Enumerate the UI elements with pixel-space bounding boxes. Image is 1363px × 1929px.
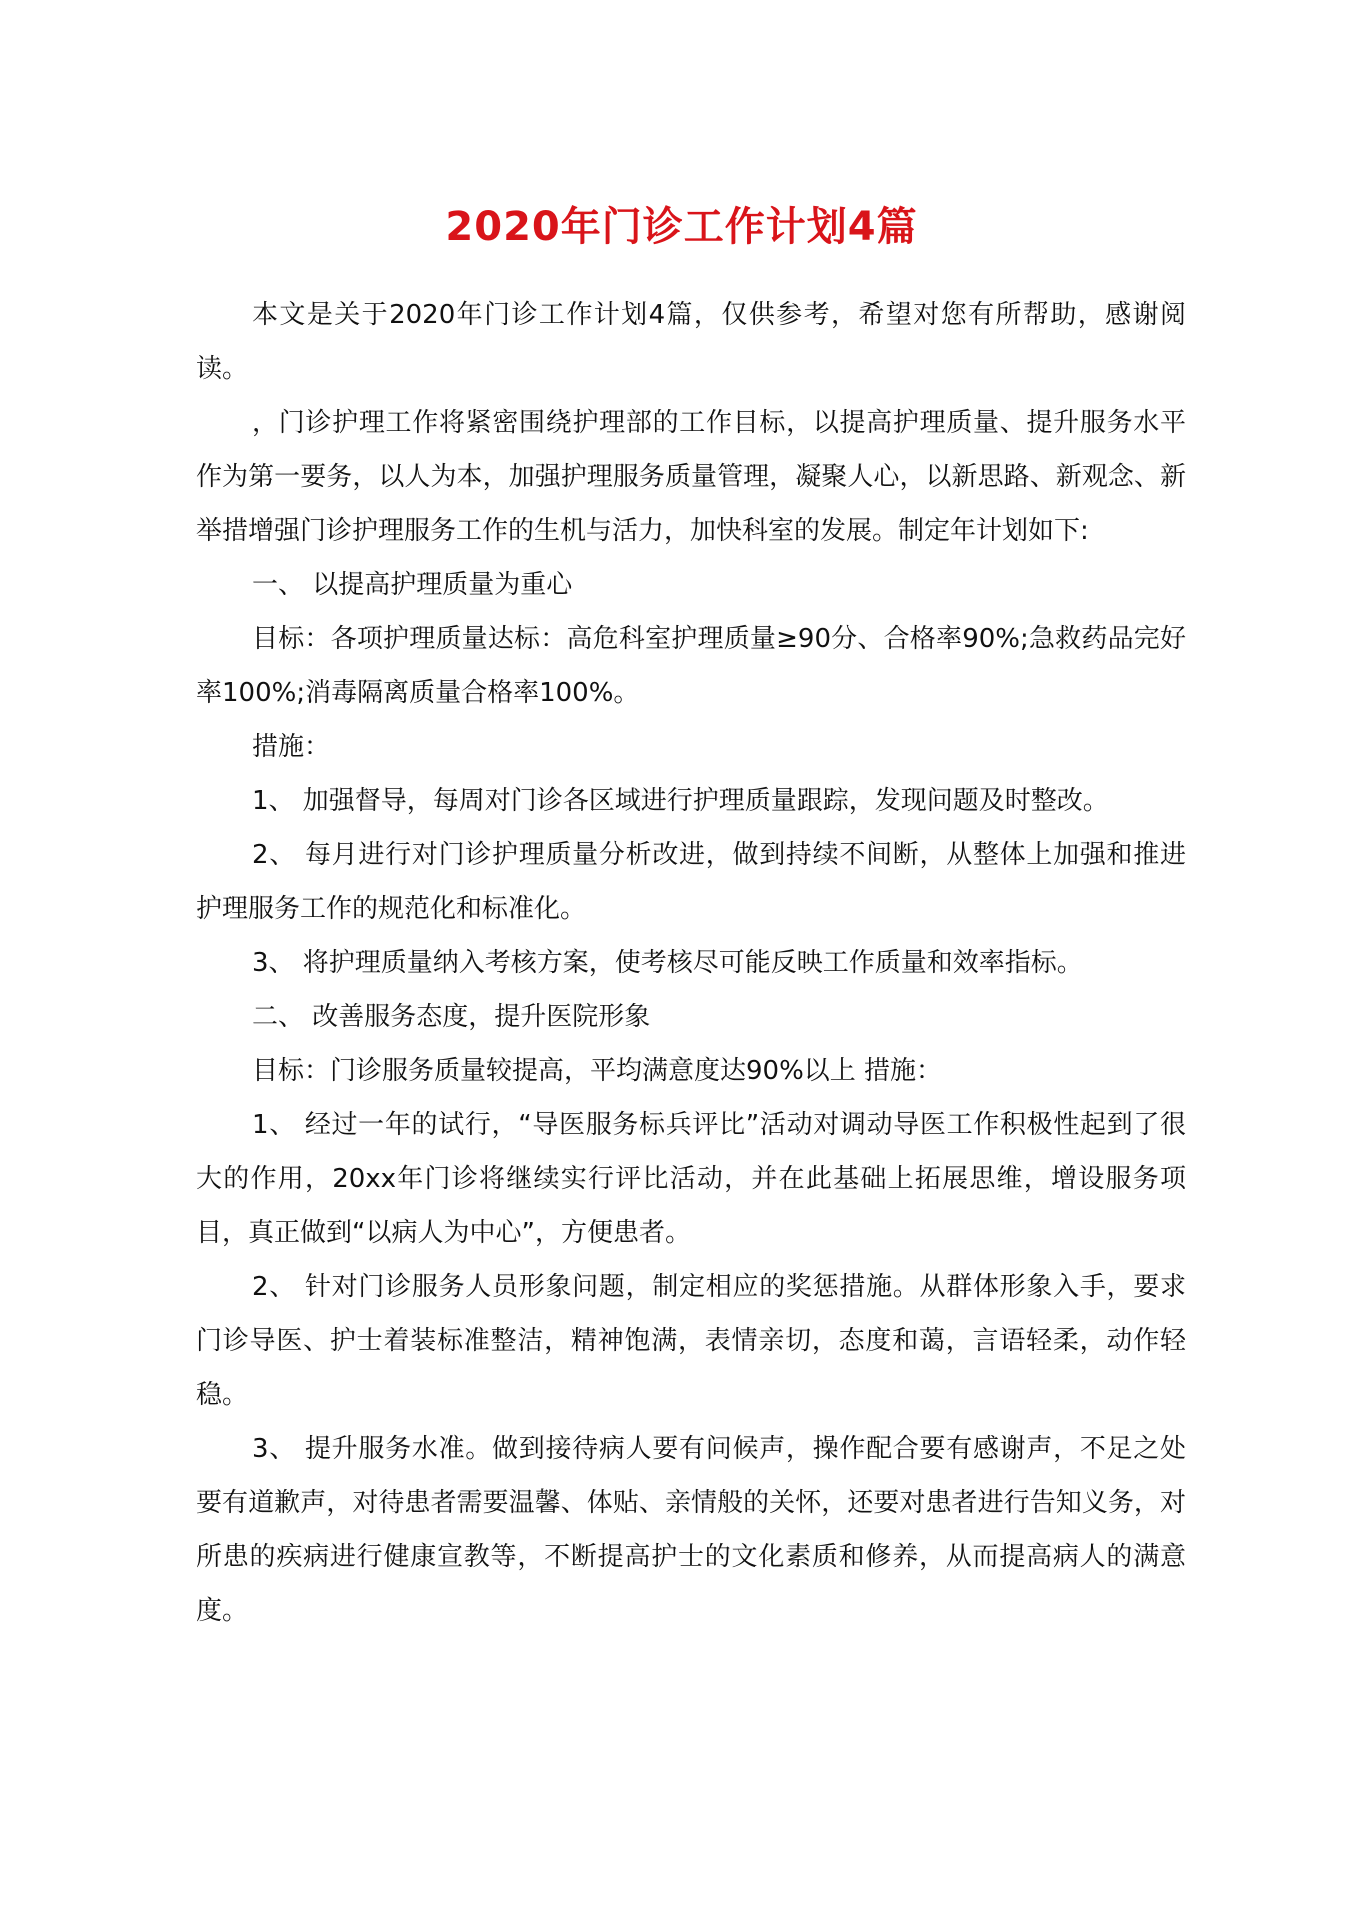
list-item: 3、 提升服务水准。做到接待病人要有问候声，操作配合要有感谢声，不足之处要有道歉声，对待患者需要温馨、体贴、亲情般的关怀，还要对患者进行告知义务，对所患的疾病进行健康宣教等，不断提高护士的文化素质和修养，从而提高病人的满意度。 — [196, 1434, 1186, 1626]
list-item: 1、 经过一年的试行，“导医服务标兵评比”活动对调动导医工作积极性起到了很大的作用，20xx年门诊将继续实行评比活动，并在此基础上拓展思维，增设服务项目，真正做到“以病人为中心”，方便患者。 — [196, 1110, 1186, 1248]
document-body — [196, 288, 1186, 1638]
paragraph-overview: ，门诊护理工作将紧密围绕护理部的工作目标，以提高护理质量、提升服务水平作为第一要务，以人为本，加强护理服务质量管理，凝聚人心，以新思路、新观念、新举措增强门诊护理服务工作的生机与活力，加快科室的发展。制定年计划如下: — [196, 408, 1186, 546]
list-item: 2、 针对门诊服务人员形象问题，制定相应的奖惩措施。从群体形象入手，要求门诊导医、护士着装标准整洁，精神饱满，表情亲切，态度和蔼，言语轻柔，动作轻稳。 — [196, 1272, 1186, 1410]
section-heading-1: 一、 以提高护理质量为重心 — [252, 570, 573, 600]
paragraph-intro: 本文是关于2020年门诊工作计划4篇，仅供参考，希望对您有所帮助，感谢阅读。 — [196, 300, 1186, 384]
list-item: 3、 将护理质量纳入考核方案，使考核尽可能反映工作质量和效率指标。 — [252, 948, 1083, 978]
list-item: 1、 加强督导，每周对门诊各区域进行护理质量跟踪，发现问题及时整改。 — [252, 786, 1109, 816]
list-item: 2、 每月进行对门诊护理质量分析改进，做到持续不间断，从整体上加强和推进护理服务工作的规范化和标准化。 — [196, 840, 1186, 924]
paragraph-goal-1: 目标：各项护理质量达标：高危科室护理质量≥90分、合格率90%;急救药品完好率100%;消毒隔离质量合格率100%。 — [196, 624, 1186, 708]
paragraph-goal-2: 目标：门诊服务质量较提高，平均满意度达90%以上 措施： — [252, 1056, 943, 1086]
document-title: 2020年门诊工作计划4篇 — [445, 203, 918, 250]
paragraph-measures-label: 措施： — [252, 732, 331, 762]
section-heading-2: 二、 改善服务态度，提升医院形象 — [252, 1002, 651, 1032]
